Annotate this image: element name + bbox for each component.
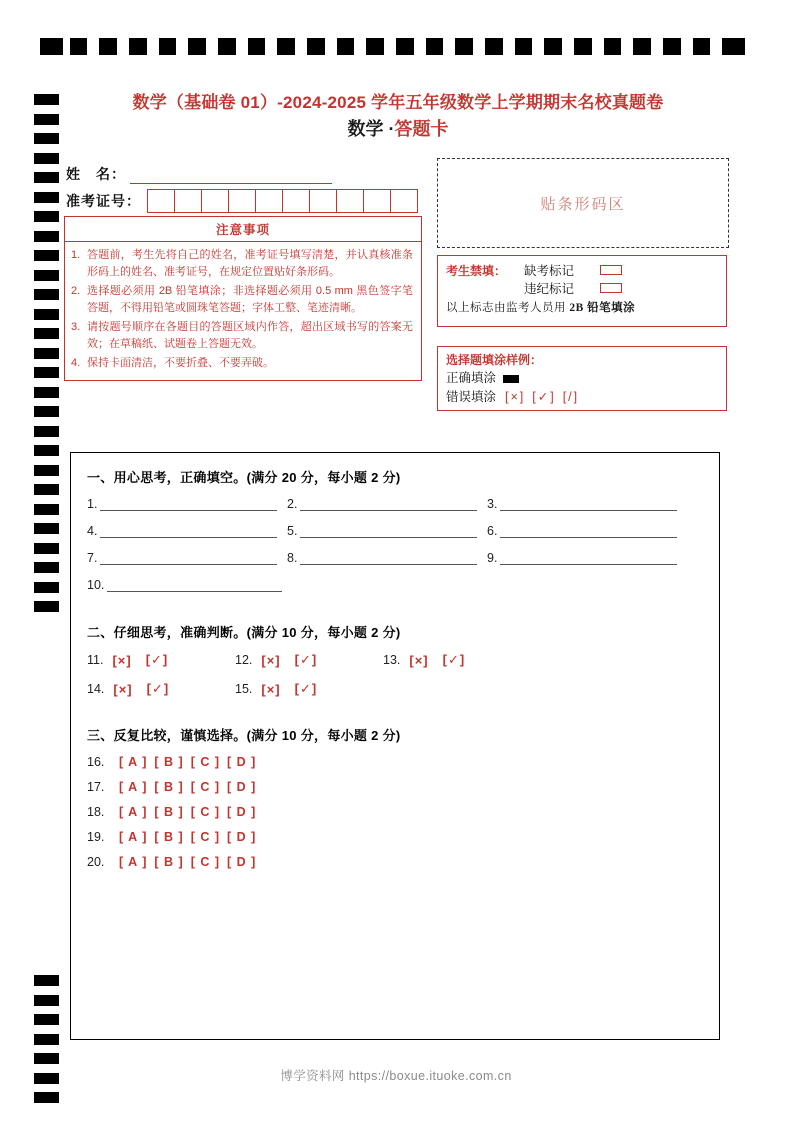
multiple-choice-number: 17.	[87, 780, 105, 794]
true-false-row	[87, 652, 703, 668]
blank-answer-line[interactable]	[107, 578, 282, 592]
blank-number: 1.	[87, 497, 98, 511]
multiple-choice-option[interactable]: [ A ]	[119, 805, 148, 819]
violation-mark-checkbox[interactable]	[600, 283, 622, 293]
multiple-choice-option[interactable]: [ C ]	[190, 855, 220, 869]
blank-row	[87, 497, 703, 511]
timing-mark	[34, 1092, 59, 1103]
blank-answer-line[interactable]	[100, 497, 277, 511]
blank-number: 2.	[287, 497, 298, 511]
multiple-choice-option[interactable]: [ C ]	[190, 780, 220, 794]
blank-item	[487, 524, 687, 538]
timing-mark	[633, 38, 651, 55]
timing-mark	[396, 38, 414, 55]
barcode-paste-area	[437, 158, 729, 248]
blank-answer-line[interactable]	[300, 497, 477, 511]
subtitle-sheet: 答题卡	[394, 119, 449, 139]
timing-mark	[99, 38, 117, 55]
wrong-fill-mark: [/]	[562, 390, 580, 404]
multiple-choice-option[interactable]: [ A ]	[119, 855, 148, 869]
timing-mark	[455, 38, 473, 55]
timing-mark	[337, 38, 355, 55]
timing-mark	[70, 38, 88, 55]
timing-mark	[34, 328, 59, 339]
true-false-number: 12.	[235, 653, 253, 667]
name-row	[66, 162, 418, 184]
notice-item-text: 保持卡面清洁，不要折叠、不要弄破。	[87, 357, 274, 369]
timing-mark	[515, 38, 533, 55]
admission-id-cell[interactable]	[202, 190, 229, 212]
timing-mark	[218, 38, 236, 55]
blank-answer-line[interactable]	[300, 551, 477, 565]
section-gap-2	[87, 710, 703, 725]
multiple-choice-option[interactable]: [ D ]	[227, 855, 257, 869]
true-false-number: 14.	[87, 682, 105, 696]
timing-mark	[604, 38, 622, 55]
timing-mark	[40, 38, 63, 55]
timing-mark	[34, 387, 59, 398]
timing-mark	[34, 995, 59, 1006]
admission-id-label: 准考证号：	[66, 193, 141, 209]
true-false-item	[87, 681, 235, 697]
correct-fill-label: 正确填涂	[446, 371, 497, 385]
correct-fill-row	[446, 369, 718, 388]
multiple-choice-number: 20.	[87, 855, 105, 869]
proctor-footnote-bold: 2B 铅笔填涂	[569, 302, 636, 314]
timing-mark	[34, 484, 59, 495]
blank-item	[287, 551, 487, 565]
violation-mark-label: 违纪标记	[524, 282, 575, 296]
admission-id-cell[interactable]	[148, 190, 175, 212]
blank-number: 8.	[287, 551, 298, 565]
blank-answer-line[interactable]	[100, 551, 277, 565]
wrong-fill-label: 错误填涂	[446, 390, 497, 404]
notice-item	[71, 247, 413, 281]
timing-mark	[663, 38, 681, 55]
blank-item	[87, 578, 292, 592]
true-false-number: 11.	[87, 653, 104, 667]
multiple-choice-option[interactable]: [ D ]	[227, 755, 257, 769]
multiple-choice-row	[87, 755, 703, 769]
fill-sample-title: 选择题填涂样例：	[446, 353, 543, 367]
admission-id-cell[interactable]	[364, 190, 391, 212]
wrong-fill-mark: [×]	[505, 390, 526, 404]
true-false-item	[87, 652, 235, 668]
timing-mark	[34, 543, 59, 554]
timing-mark	[34, 426, 59, 437]
multiple-choice-option[interactable]: [ C ]	[190, 830, 220, 844]
notice-item	[71, 283, 413, 317]
timing-mark	[34, 309, 59, 320]
blank-number: 6.	[487, 524, 498, 538]
admission-id-cell[interactable]	[391, 190, 417, 212]
timing-marks-top	[40, 38, 752, 55]
name-label: 姓 名：	[66, 166, 126, 182]
sheet-subtitle	[68, 116, 728, 142]
timing-mark	[34, 445, 59, 456]
multiple-choice-option[interactable]: [ B ]	[154, 830, 184, 844]
fill-sample-box	[437, 346, 727, 411]
answer-area	[70, 452, 720, 1040]
blank-item	[87, 524, 287, 538]
true-false-option[interactable]: [×]	[409, 652, 429, 668]
blank-item	[87, 551, 287, 565]
timing-mark	[34, 975, 59, 986]
notice-item-number: 2.	[71, 285, 81, 297]
timing-mark	[34, 348, 59, 359]
correct-fill-mark-icon	[503, 375, 519, 383]
proctor-footnote-pre: 以上标志由监考人员用	[446, 302, 570, 314]
exam-title: 数学（基础卷 01）-2024-2025 学年五年级数学上学期期末名校真题卷	[132, 93, 664, 112]
section-gap-1	[87, 605, 703, 622]
true-false-option[interactable]: [✓]	[294, 681, 318, 696]
notice-item-text: 答题前，考生先将自己的姓名，准考证号填写清楚，并认真核准条形码上的姓名、准考证号，在规定位置贴好条形码。	[87, 249, 413, 278]
timing-mark	[307, 38, 325, 55]
admission-id-cell[interactable]	[310, 190, 337, 212]
admission-id-cell[interactable]	[229, 190, 256, 212]
timing-mark	[34, 270, 59, 281]
proctor-footnote	[446, 299, 718, 315]
page-title	[68, 92, 728, 142]
blank-item	[287, 524, 487, 538]
multiple-choice-option[interactable]: [ A ]	[119, 830, 148, 844]
absent-mark-label: 缺考标记	[524, 264, 575, 278]
section-title-multiple-choice: 三、反复比较，谨慎选择。(满分 10 分，每小题 2 分)	[87, 728, 401, 743]
timing-mark	[159, 38, 177, 55]
true-false-item	[235, 681, 383, 697]
section-title-true-false: 二、仔细思考，准确判断。(满分 10 分，每小题 2 分)	[87, 625, 401, 640]
timing-mark	[34, 465, 59, 476]
true-false-option[interactable]: [×]	[261, 681, 281, 697]
timing-mark	[248, 38, 266, 55]
subtitle-subject: 数学 ·	[347, 119, 395, 139]
blank-row	[87, 578, 703, 592]
multiple-choice-option[interactable]: [ B ]	[154, 855, 184, 869]
timing-mark	[693, 38, 711, 55]
proctor-marks-box	[437, 255, 727, 327]
true-false-rows	[87, 652, 703, 697]
notice-item-number: 1.	[71, 249, 81, 261]
barcode-area-label: 贴条形码区	[540, 196, 626, 213]
timing-mark	[34, 406, 59, 417]
multiple-choice-option[interactable]: [ A ]	[119, 755, 148, 769]
multiple-choice-option[interactable]: [ C ]	[190, 805, 220, 819]
blank-item	[287, 497, 487, 511]
timing-mark	[34, 133, 59, 144]
blank-number: 3.	[487, 497, 498, 511]
timing-mark	[34, 211, 59, 222]
admission-id-cell[interactable]	[283, 190, 310, 212]
blank-number: 9.	[487, 551, 498, 565]
timing-mark	[34, 582, 59, 593]
multiple-choice-rows	[87, 755, 703, 869]
multiple-choice-option[interactable]: [ A ]	[119, 780, 148, 794]
blank-answer-line[interactable]	[500, 551, 677, 565]
timing-mark	[34, 153, 59, 164]
wrong-fill-marks	[505, 388, 586, 407]
blank-answer-line[interactable]	[500, 524, 677, 538]
multiple-choice-row	[87, 855, 703, 869]
identity-block	[66, 162, 418, 213]
notice-box	[64, 216, 422, 381]
violation-mark-row	[446, 279, 718, 297]
true-false-item	[383, 652, 531, 668]
blank-number: 5.	[287, 524, 298, 538]
blank-row	[87, 524, 703, 538]
true-false-number: 15.	[235, 682, 253, 696]
notice-item-number: 4.	[71, 357, 81, 369]
timing-mark	[34, 1014, 59, 1025]
multiple-choice-row	[87, 805, 703, 819]
true-false-option[interactable]: [✓]	[294, 652, 318, 667]
timing-mark	[366, 38, 384, 55]
true-false-option[interactable]: [✓]	[442, 652, 466, 667]
timing-mark	[129, 38, 147, 55]
admission-id-row	[66, 189, 418, 213]
true-false-option[interactable]: [×]	[112, 652, 132, 668]
footer-watermark: 博学资料网 https://boxue.ituoke.com.cn	[280, 1069, 512, 1083]
blank-number: 10.	[87, 578, 105, 592]
notice-item	[71, 319, 413, 353]
timing-mark	[34, 504, 59, 515]
blank-item	[487, 551, 687, 565]
true-false-number: 13.	[383, 653, 401, 667]
notice-list	[65, 242, 421, 380]
admission-id-cell[interactable]	[256, 190, 283, 212]
multiple-choice-option[interactable]: [ D ]	[227, 805, 257, 819]
multiple-choice-option[interactable]: [ C ]	[190, 755, 220, 769]
multiple-choice-option[interactable]: [ D ]	[227, 780, 257, 794]
admission-id-grid[interactable]	[147, 189, 418, 213]
timing-mark	[277, 38, 295, 55]
admission-id-cell[interactable]	[337, 190, 364, 212]
fill-in-blank-rows	[87, 497, 703, 592]
multiple-choice-number: 18.	[87, 805, 105, 819]
section-title-fill-in-blank: 一、用心思考，正确填空。(满分 20 分，每小题 2 分)	[87, 470, 401, 485]
timing-mark	[34, 114, 59, 125]
timing-mark	[426, 38, 444, 55]
blank-row	[87, 551, 703, 565]
timing-mark	[34, 192, 59, 203]
notice-item-text: 选择题必须用 2B 铅笔填涂；非选择题必须用 0.5 mm 黑色签字笔答题，不得用铅笔或圆珠笔答题；字体工整、笔迹清晰。	[87, 285, 413, 314]
notice-item-text: 请按题号顺序在各题目的答题区域内作答，超出区域书写的答案无效；在草稿纸、试题卷上答题无效。	[87, 321, 413, 350]
blank-number: 7.	[87, 551, 98, 565]
timing-mark	[722, 38, 745, 55]
timing-mark	[544, 38, 562, 55]
timing-mark	[34, 523, 59, 534]
multiple-choice-number: 16.	[87, 755, 105, 769]
multiple-choice-option[interactable]: [ B ]	[154, 755, 184, 769]
timing-mark	[574, 38, 592, 55]
timing-mark	[34, 172, 59, 183]
timing-mark	[34, 289, 59, 300]
timing-mark	[34, 562, 59, 573]
true-false-row	[87, 681, 703, 697]
admission-id-cell[interactable]	[175, 190, 202, 212]
true-false-option[interactable]: [×]	[261, 652, 281, 668]
true-false-option[interactable]: [✓]	[145, 652, 169, 667]
timing-mark	[34, 601, 59, 612]
true-false-item	[235, 652, 383, 668]
timing-mark	[188, 38, 206, 55]
multiple-choice-option[interactable]: [ B ]	[154, 805, 184, 819]
blank-answer-line[interactable]	[500, 497, 677, 511]
multiple-choice-option[interactable]: [ B ]	[154, 780, 184, 794]
absent-mark-checkbox[interactable]	[600, 265, 622, 275]
multiple-choice-row	[87, 830, 703, 844]
timing-mark	[34, 94, 59, 105]
notice-item-number: 3.	[71, 321, 81, 333]
timing-mark	[34, 1034, 59, 1045]
blank-answer-line[interactable]	[300, 524, 477, 538]
multiple-choice-option[interactable]: [ D ]	[227, 830, 257, 844]
wrong-fill-row	[446, 388, 718, 407]
notice-title: 注意事项	[65, 217, 421, 242]
wrong-fill-mark: [✓]	[532, 390, 556, 404]
notice-item	[71, 355, 413, 372]
timing-mark	[485, 38, 503, 55]
name-input[interactable]	[130, 168, 332, 184]
blank-number: 4.	[87, 524, 98, 538]
timing-mark	[34, 250, 59, 261]
timing-mark	[34, 231, 59, 242]
proctor-head-label: 考生禁填：	[446, 263, 507, 278]
true-false-option[interactable]: [✓]	[146, 681, 170, 696]
timing-mark	[34, 1053, 59, 1064]
timing-mark	[34, 367, 59, 378]
absent-mark-row	[446, 261, 718, 279]
multiple-choice-number: 19.	[87, 830, 105, 844]
blank-answer-line[interactable]	[100, 524, 277, 538]
blank-item	[487, 497, 687, 511]
multiple-choice-row	[87, 780, 703, 794]
blank-item	[87, 497, 287, 511]
true-false-option[interactable]: [×]	[113, 681, 133, 697]
